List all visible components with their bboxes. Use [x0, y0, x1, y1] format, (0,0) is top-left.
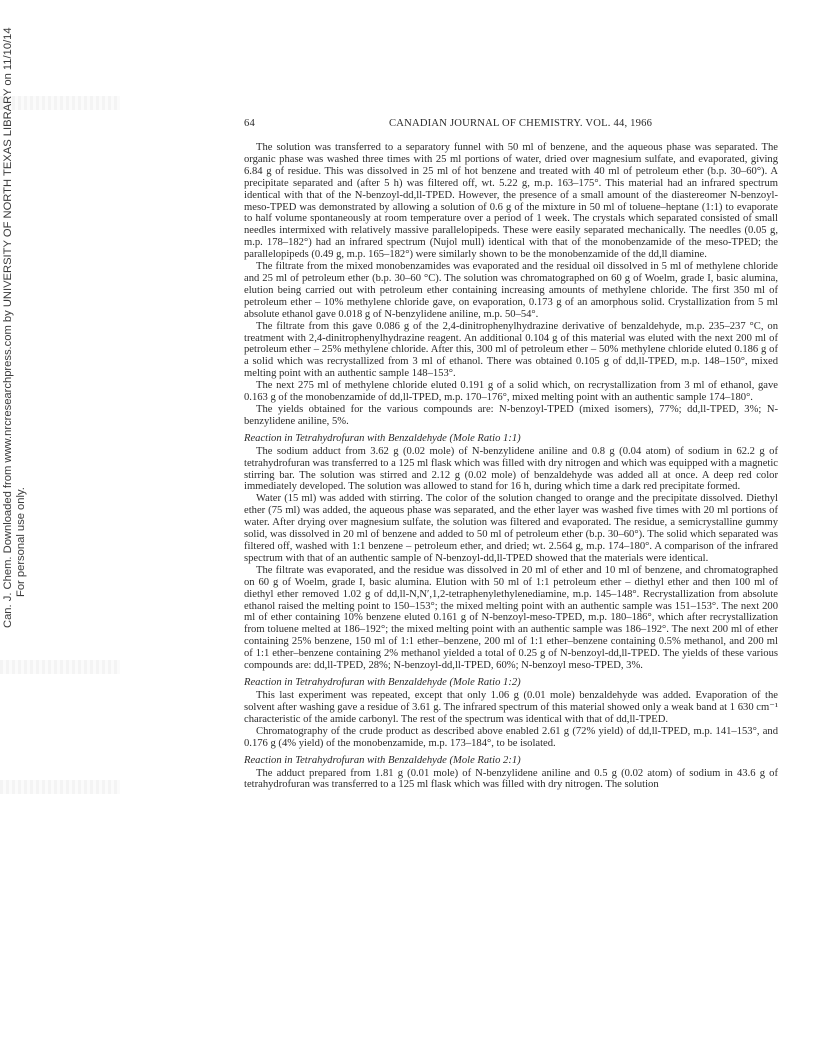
- download-notice-sidebar: [0, 0, 40, 1056]
- paragraph: The next 275 ml of methylene chloride eluted 0.191 g of a solid which, on recrystallization from 3 ml of ethanol, gave 0.163 g of the monobenzamide of dd,ll-TPED, m.p. 170–176°, mixed melting point with an authentic sample 174–180°.: [244, 380, 778, 404]
- section-heading: Reaction in Tetrahydrofuran with Benzaldehyde (Mole Ratio 2:1): [244, 754, 521, 766]
- paragraph: The adduct prepared from 1.81 g (0.01 mole) of N-benzylidene aniline and 0.5 g (0.02 atom) of sodium in 43.6 g of tetrahydrofuran was transferred to a 125 ml flask which was filled with dry nitrogen. The solution: [244, 767, 778, 791]
- paragraph: Chromatography of the crude product as described above enabled 2.61 g (72% yield) of dd,ll-TPED, m.p. 141–153°, and 0.176 g (4% yield) of the monobenzamide, m.p. 173–184°, to be isolated.: [244, 725, 778, 749]
- paragraph: Water (15 ml) was added with stirring. The color of the solution changed to orange and the precipitate dissolved. Diethyl ether (75 ml) was added, the aqueous phase was separated, and the ether layer was washed five times with 20 ml portions of water. After drying over magnesium sulfate, the solution was filtered and evaporated. The residue, a semicrystalline gummy solid, was dissolved in 20 ml of benzene and added to 50 ml of petroleum ether (b.p. 30–60°). The solid which separated was filtered off, washed with 1:1 benzene – petroleum ether, and dried; wt. 2.564 g, m.p. 174–180°. A comparison of the infrared spectrum with that of an authentic sample of N-benzoyl-dd,ll-TPED showed that the materials were identical.: [244, 493, 778, 564]
- paragraph: The filtrate from the mixed monobenzamides was evaporated and the residual oil dissolved in 5 ml of methylene chloride and 25 ml of petroleum ether (b.p. 30–60 °C). The solution was chromatographed on 60 g of Woelm, grade I, basic alumina, elution being carried out with petroleum ether containing increasing amounts of methylene chloride. The first 350 ml of petroleum ether – 10% methylene chloride gave, on evaporation, 0.173 g of an amorphous solid. Crystallization from 5 ml absolute ethanol gave 0.018 g of N-benzylidene aniline, m.p. 50–54°.: [244, 261, 778, 320]
- paragraph: The solution was transferred to a separatory funnel with 50 ml of benzene, and the aqueous phase was separated. The organic phase was washed three times with 25 ml portions of water, dried over magnesium sulfate, and evaporated, giving 6.84 g of residue. This was dissolved in 25 ml of hot benzene and treated with 40 ml of petroleum ether (b.p. 30–60°). A precipitate separated and (after 5 h) was filtered off, wt. 5.22 g, m.p. 163–175°. This material had an infrared spectrum identical with that of the N-benzoyl-dd,ll-TPED. However, the presence of a small amount of the diastereomer N-benzoyl-meso-TPED was demonstrated by allowing a solution of 0.6 g of the mixture in 50 ml of toluene–heptane (1:1) to evaporate to half volume spontaneously at room temperature over a period of 1 week. The crystals which separated consisted of small needles intermixed with relatively massive parallelopipeds. These were easily separated mechanically. The needles (0.05 g, m.p. 178–182°) had an infrared spectrum (Nujol mull) identical with that of the monobenzamide of the meso-TPED; the parallelopipeds (0.49 g, m.p. 165–182°) were similarly shown to be the monobenzamide of the dd,ll diamine.: [244, 142, 778, 261]
- download-notice: Can. J. Chem. Downloaded from www.nrcresearchpress.com by UNIVERSITY OF NORTH TEXAS LIBRARY on 11/10/14: [2, 27, 14, 628]
- personal-use-notice: For personal use only.: [15, 487, 27, 597]
- scan-smudge: [0, 96, 120, 110]
- section-heading: Reaction in Tetrahydrofuran with Benzaldehyde (Mole Ratio 1:1): [244, 432, 521, 444]
- running-head: [244, 118, 778, 131]
- paragraph: The yields obtained for the various compounds are: N-benzoyl-TPED (mixed isomers), 77%; dd,ll-TPED, 3%; N-benzylidene aniline, 5%.: [244, 403, 778, 427]
- paragraph: The filtrate was evaporated, and the residue was dissolved in 20 ml of ether and 10 ml of benzene, and chromatographed on 60 g of Woelm, grade I, basic alumina. Elution with 50 ml of 1:1 petroleum ether – diethyl ether and then 100 ml of diethyl ether removed 1.02 g of dd,ll-N,N′,1,2-tetraphenylethylenediamine, m.p. 145–148°. Recrystallization from absolute ethanol raised the melting point to 150–153°; the mixed melting point with an authentic sample was 151–153°. The next 200 ml of ether containing 10% benzene eluted 0.161 g of N-benzoyl-meso-TPED, m.p. 180–186°, which after recrystallization from toluene melted at 186–192°; the mixed melting point with an authentic sample was 186–192°. The next 200 ml of ether containing 25% benzene, 150 ml of 1:1 ether–benzene, 200 ml of 1:1 ether–benzene containing 0.5% methanol, and 200 ml of 1:1 ether–benzene containing 2% methanol yielded a total of 0.25 g of N-benzoyl-dd,ll-TPED. The yields of these various compounds are: dd,ll-TPED, 28%; N-benzoyl-dd,ll-TPED, 60%; N-benzoyl meso-TPED, 3%.: [244, 564, 778, 672]
- paragraph: The sodium adduct from 3.62 g (0.02 mole) of N-benzylidene aniline and 0.8 g (0.04 atom) of sodium in 62.2 g of tetrahydrofuran was transferred to a 125 ml flask which was filled with dry nitrogen and which was equipped with a magnetic stirring bar. The solution was stirred and 2.12 g (0.02 mole) of benzaldehyde was added all at once. A deep red color immediately developed. The solution was allowed to stand for 16 h, during which time a dark red precipitate formed.: [244, 445, 778, 493]
- scan-smudge: [0, 780, 120, 794]
- section-heading: Reaction in Tetrahydrofuran with Benzaldehyde (Mole Ratio 1:2): [244, 676, 521, 688]
- journal-page: [244, 118, 778, 791]
- scan-smudge: [0, 660, 120, 674]
- paragraph: The filtrate from this gave 0.086 g of the 2,4-dinitrophenylhydrazine derivative of benzaldehyde, m.p. 235–237 °C, on treatment with 2,4-dinitrophenylhydrazine reagent. An additional 0.104 g of this material was eluted with the next 200 ml of petroleum ether – 25% methylene chloride. After this, 300 ml of petroleum ether – 50% methylene chloride eluted 0.186 g of a solid which was recrystallized from 3 ml of ethanol. There was obtained 0.105 g of dd,ll-TPED, m.p. 148–150°, mixed melting point with an authentic sample 148–153°.: [244, 320, 778, 380]
- page-number: 64: [244, 118, 255, 129]
- paragraph: This last experiment was repeated, except that only 1.06 g (0.01 mole) benzaldehyde was added. Evaporation of the solvent after washing gave a residue of 3.61 g. The infrared spectrum of this material showed only a weak band at 1 630 cm⁻¹ characteristic of the amide carbonyl. The rest of the spectrum was identical with that of dd,ll-TPED.: [244, 689, 778, 725]
- journal-title: CANADIAN JOURNAL OF CHEMISTRY. VOL. 44, 1966: [389, 118, 653, 129]
